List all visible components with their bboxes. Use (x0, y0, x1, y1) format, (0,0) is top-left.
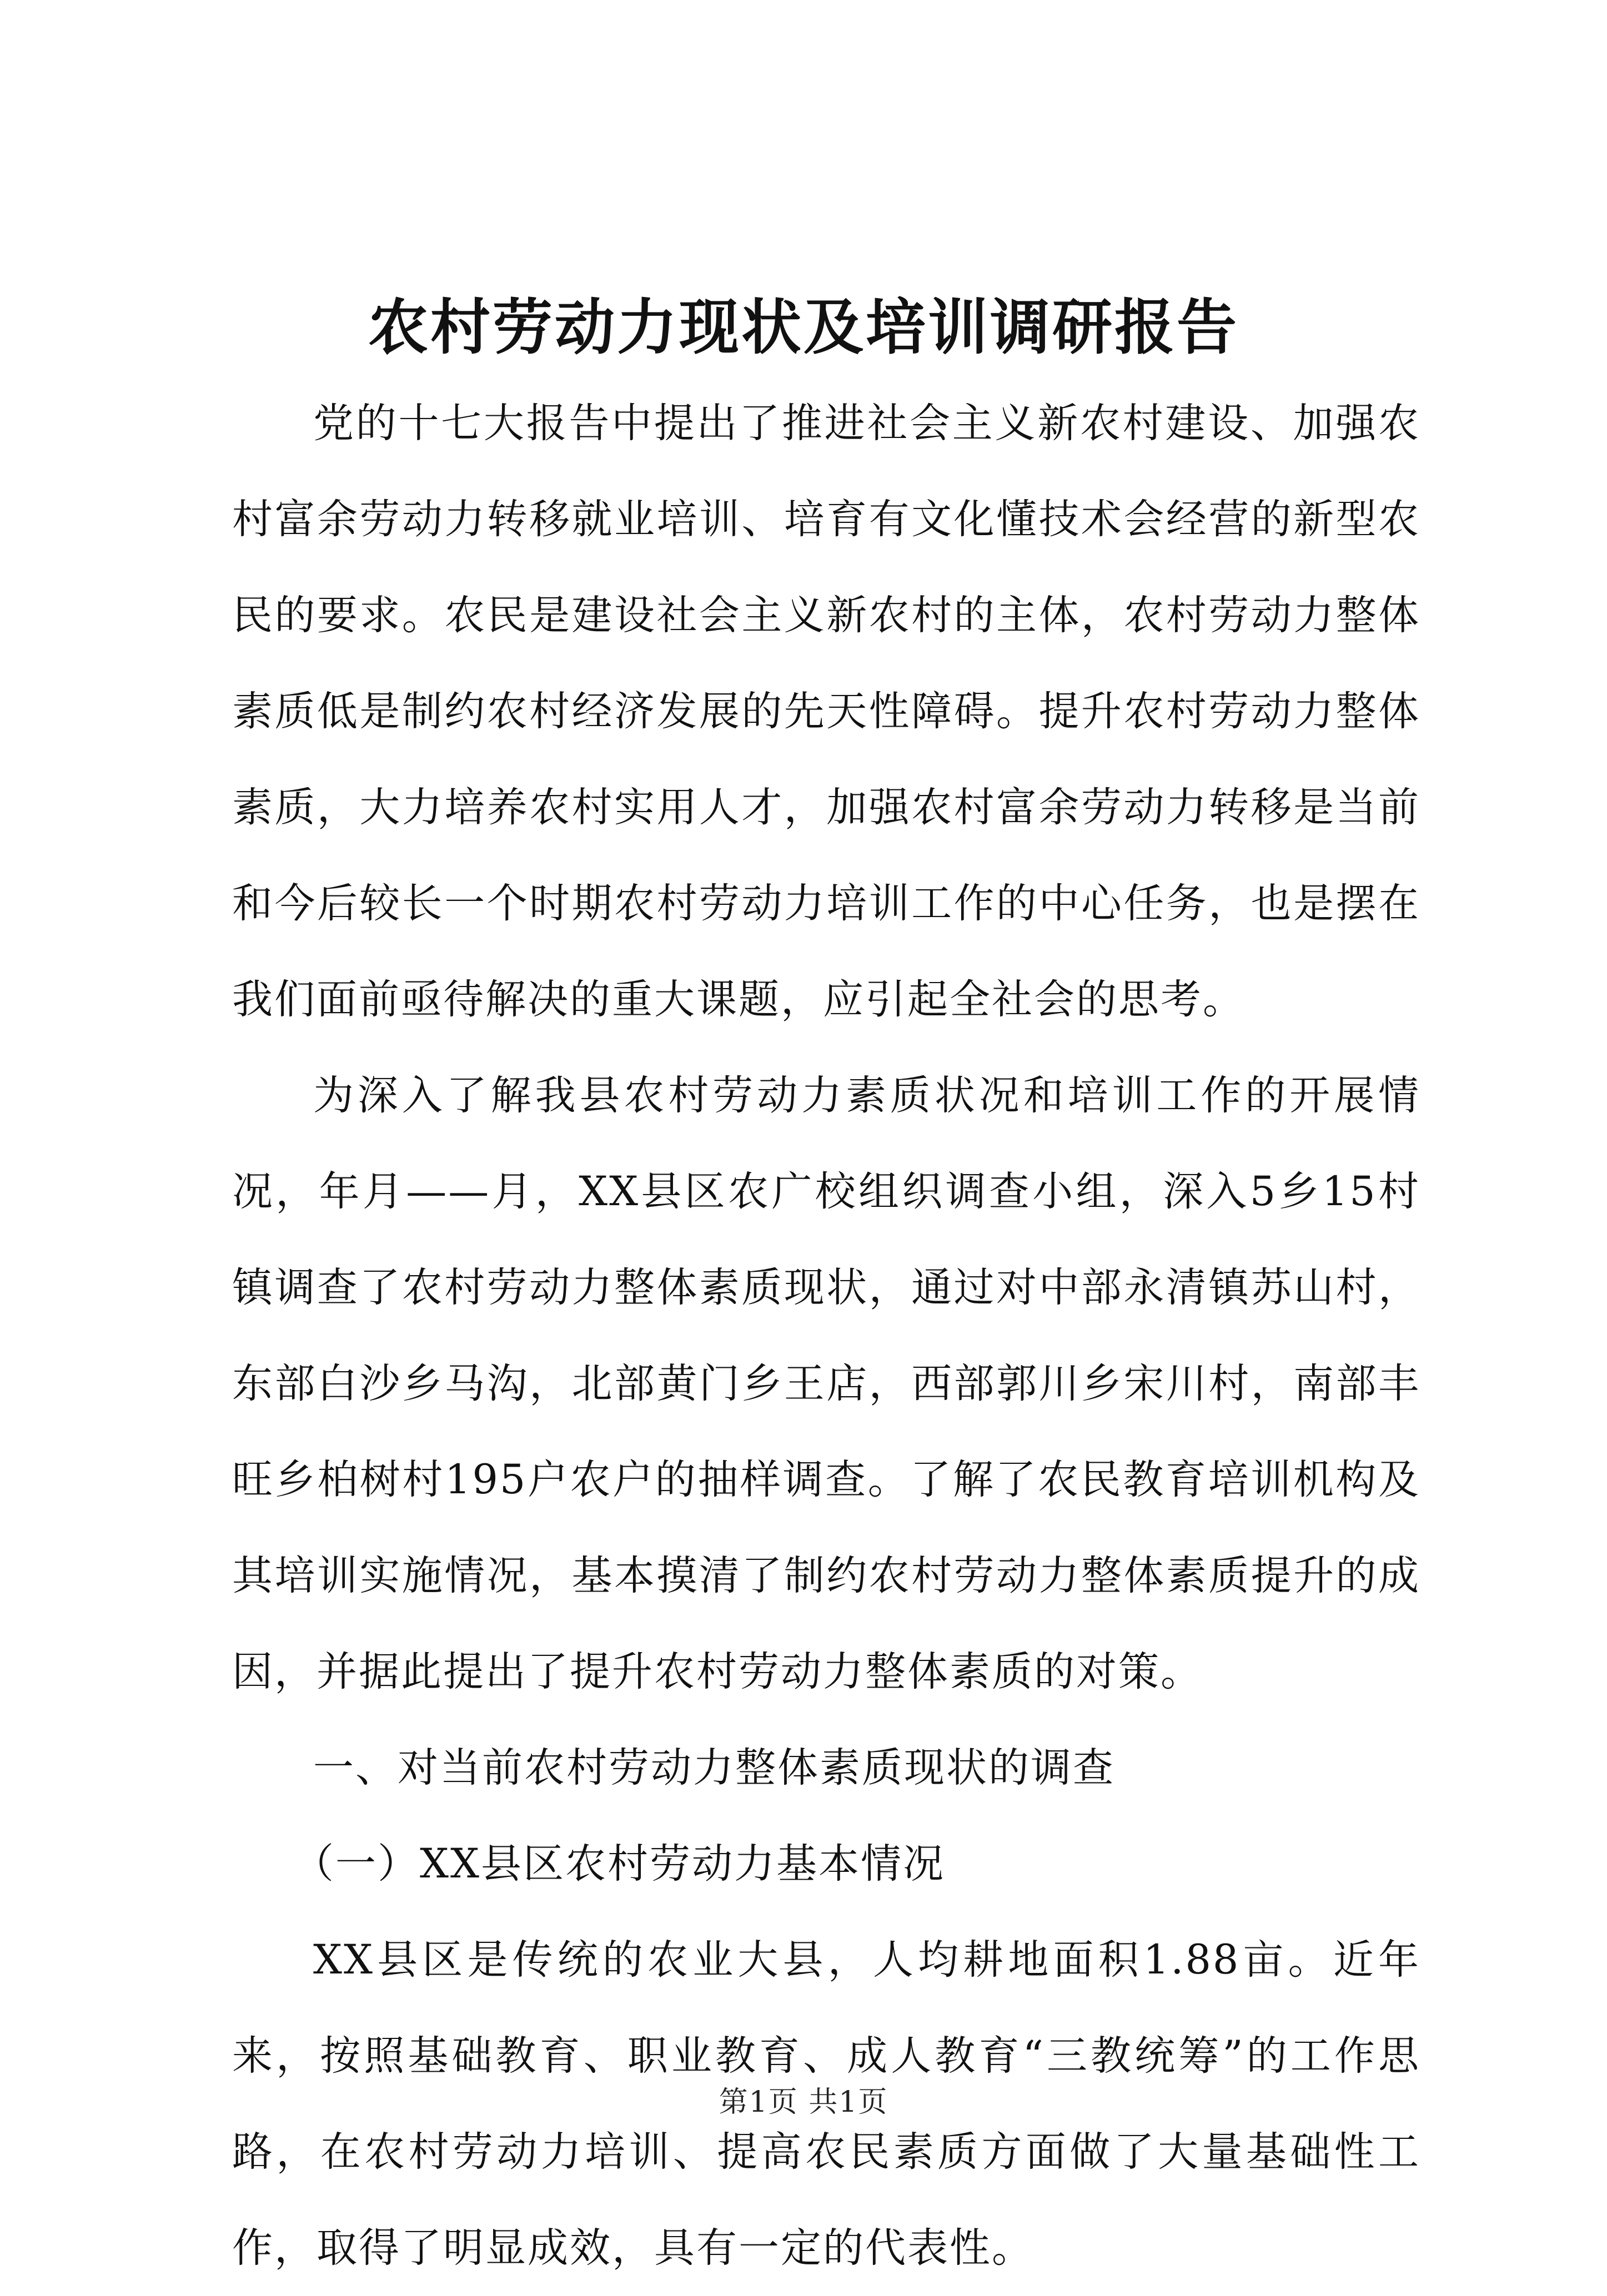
page-footer: 第1页 共1页 (719, 2086, 888, 2119)
intro-paragraph: 党的十七大报告中提出了推进社会主义新农村建设、加强农村富余劳动力转移就业培训、培育有文化懂技术会经营的新型农民的要求。农民是建设社会主义新农村的主体，农村劳动力整体素质低是制约农村经济发展的先天性障碍。提升农村劳动力整体素质，大力培养农村实用人才，加强农村富余劳动力转移是当前和今后较长一个时期农村劳动力培训工作的中心任务，也是摆在我们面前亟待解决的重大课题，应引起全社会的思考。 (232, 400, 1420, 1023)
section-heading: 一、对当前农村劳动力整体素质现状的调查 (313, 1744, 1115, 1791)
document-title: 农村劳动力现状及培训调研报告 (368, 293, 1239, 362)
survey-paragraph: 为深入了解我县农村劳动力素质状况和培训工作的开展情况，年月——月，XX县区农广校组织调查小组，深入5乡15村镇调查了农村劳动力整体素质现状，通过对中部永清镇苏山村，东部白沙乡马沟，北部黄门乡王店，西部郭川乡宋川村，南部丰旺乡柏树村195户农户的抽样调查。了解了农民教育培训机构及其培训实施情况，基本摸清了制约农村劳动力整体素质提升的成因，并据此提出了提升农村劳动力整体素质的对策。 (232, 1072, 1420, 1695)
document-body (232, 375, 1420, 2296)
subsection-heading: （一）XX县区农村劳动力基本情况 (293, 1840, 945, 1887)
subsection-paragraph: XX县区是传统的农业大县，人均耕地面积1.88亩。近年来，按照基础教育、职业教育、成人教育“三教统筹”的工作思路，在农村劳动力培训、提高农民素质方面做了大量基础性工作，取得了明显成效，具有一定的代表性。 (232, 1936, 1420, 2272)
